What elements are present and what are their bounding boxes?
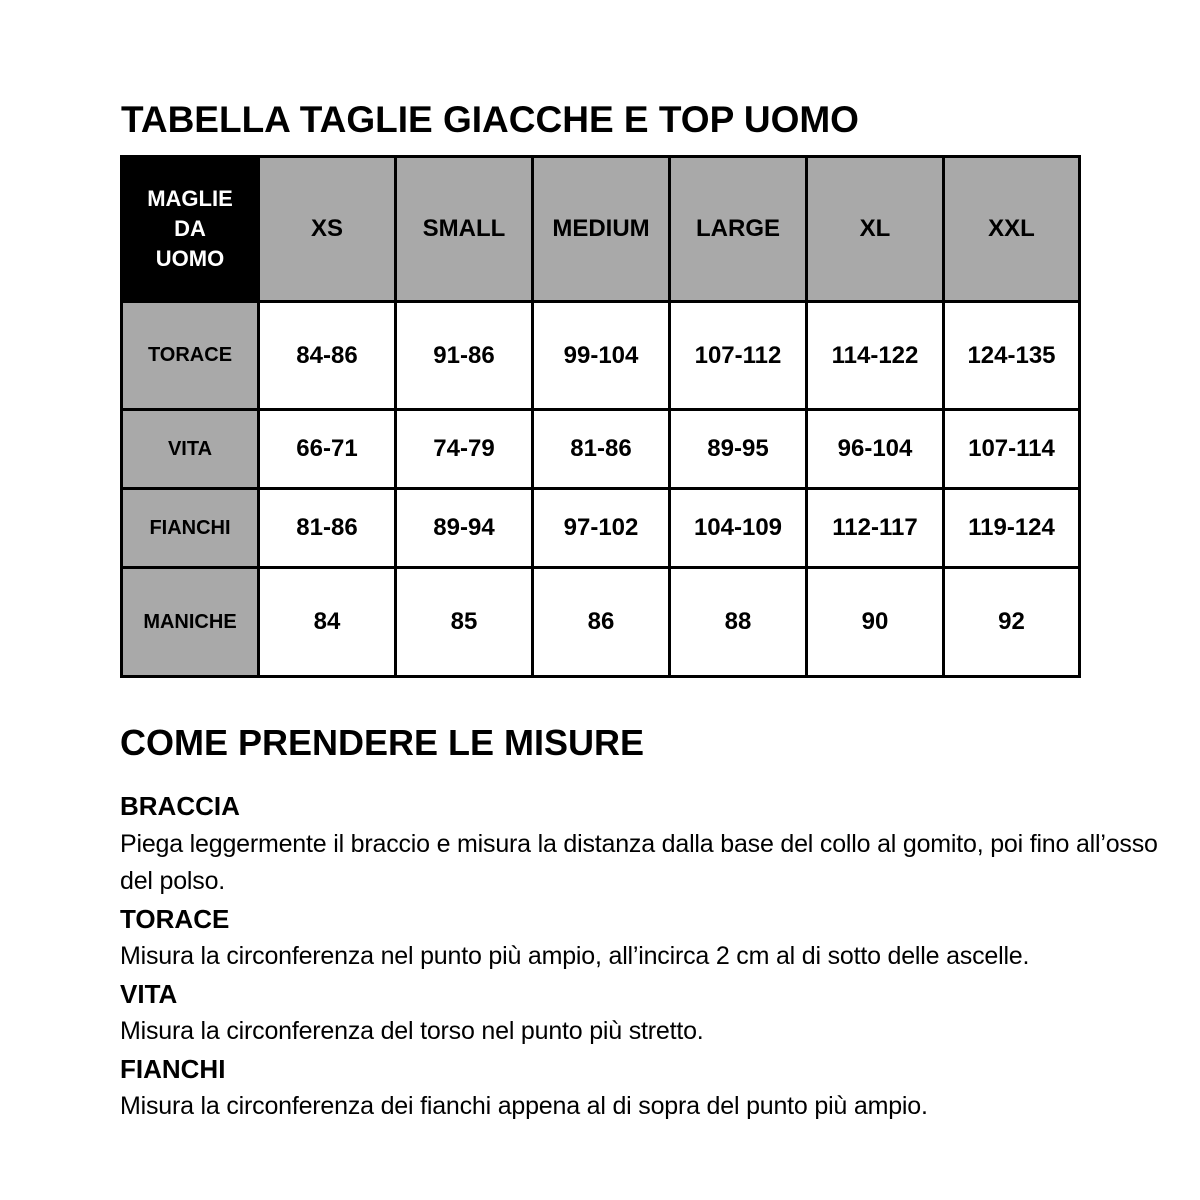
measure-label: FIANCHI <box>120 1053 226 1084</box>
row-label-maniche: MANICHE <box>122 568 259 677</box>
corner-line: MAGLIE <box>147 186 233 211</box>
measuring-instructions-section <box>120 722 1160 1126</box>
size-header-small: SMALL <box>396 157 533 302</box>
measure-label: TORACE <box>120 903 230 934</box>
size-value-cell: 81-86 <box>533 410 670 489</box>
size-value-cell: 96-104 <box>807 410 944 489</box>
measure-section-torace <box>120 901 1160 976</box>
size-value-cell: 84 <box>259 568 396 677</box>
table-header-row <box>122 157 1080 302</box>
size-value-cell: 107-114 <box>944 410 1080 489</box>
row-label-vita: VITA <box>122 410 259 489</box>
size-value-cell: 97-102 <box>533 489 670 568</box>
size-value-cell: 81-86 <box>259 489 396 568</box>
measure-section-braccia <box>120 788 1160 901</box>
measure-text: Misura la circonferenza nel punto più ampio, all’incirca 2 cm al di sotto delle ascelle. <box>120 942 1030 970</box>
size-value-cell: 99-104 <box>533 302 670 410</box>
size-value-cell: 89-94 <box>396 489 533 568</box>
table-row-torace <box>122 302 1080 410</box>
size-value-cell: 88 <box>670 568 807 677</box>
size-value-cell: 85 <box>396 568 533 677</box>
size-value-cell: 89-95 <box>670 410 807 489</box>
size-header-xl: XL <box>807 157 944 302</box>
size-value-cell: 92 <box>944 568 1080 677</box>
row-label-fianchi: FIANCHI <box>122 489 259 568</box>
size-value-cell: 74-79 <box>396 410 533 489</box>
size-header-xxl: XXL <box>944 157 1080 302</box>
measure-label: VITA <box>120 978 178 1009</box>
corner-line: DA <box>174 216 206 241</box>
size-value-cell: 86 <box>533 568 670 677</box>
size-value-cell: 114-122 <box>807 302 944 410</box>
size-value-cell: 119-124 <box>944 489 1080 568</box>
table-row-fianchi <box>122 489 1080 568</box>
measure-text: Misura la circonferenza del torso nel punto più stretto. <box>120 1017 704 1045</box>
corner-cell <box>122 157 259 302</box>
corner-line: UOMO <box>155 246 225 271</box>
measures-heading: COME PRENDERE LE MISURE <box>120 722 645 763</box>
measure-section-vita <box>120 976 1160 1051</box>
measure-text: Piega leggermente il braccio e misura la distanza dalla base del collo al gomito, poi fino all’osso del polso. <box>120 829 1158 895</box>
size-header-xs: XS <box>259 157 396 302</box>
size-value-cell: 107-112 <box>670 302 807 410</box>
table-row-vita <box>122 410 1080 489</box>
size-value-cell: 124-135 <box>944 302 1080 410</box>
measure-text: Misura la circonferenza dei fianchi appena al di sopra del punto più ampio. <box>120 1092 928 1120</box>
size-header-medium: MEDIUM <box>533 157 670 302</box>
page-title: TABELLA TAGLIE GIACCHE E TOP UOMO <box>121 99 859 140</box>
size-value-cell: 90 <box>807 568 944 677</box>
size-header-large: LARGE <box>670 157 807 302</box>
size-value-cell: 112-117 <box>807 489 944 568</box>
size-value-cell: 66-71 <box>259 410 396 489</box>
row-label-torace: TORACE <box>122 302 259 410</box>
table-row-maniche <box>122 568 1080 677</box>
size-value-cell: 104-109 <box>670 489 807 568</box>
size-value-cell: 84-86 <box>259 302 396 410</box>
measure-label: BRACCIA <box>120 791 240 821</box>
size-chart-table <box>120 155 1081 678</box>
measure-section-fianchi <box>120 1051 1160 1126</box>
size-value-cell: 91-86 <box>396 302 533 410</box>
